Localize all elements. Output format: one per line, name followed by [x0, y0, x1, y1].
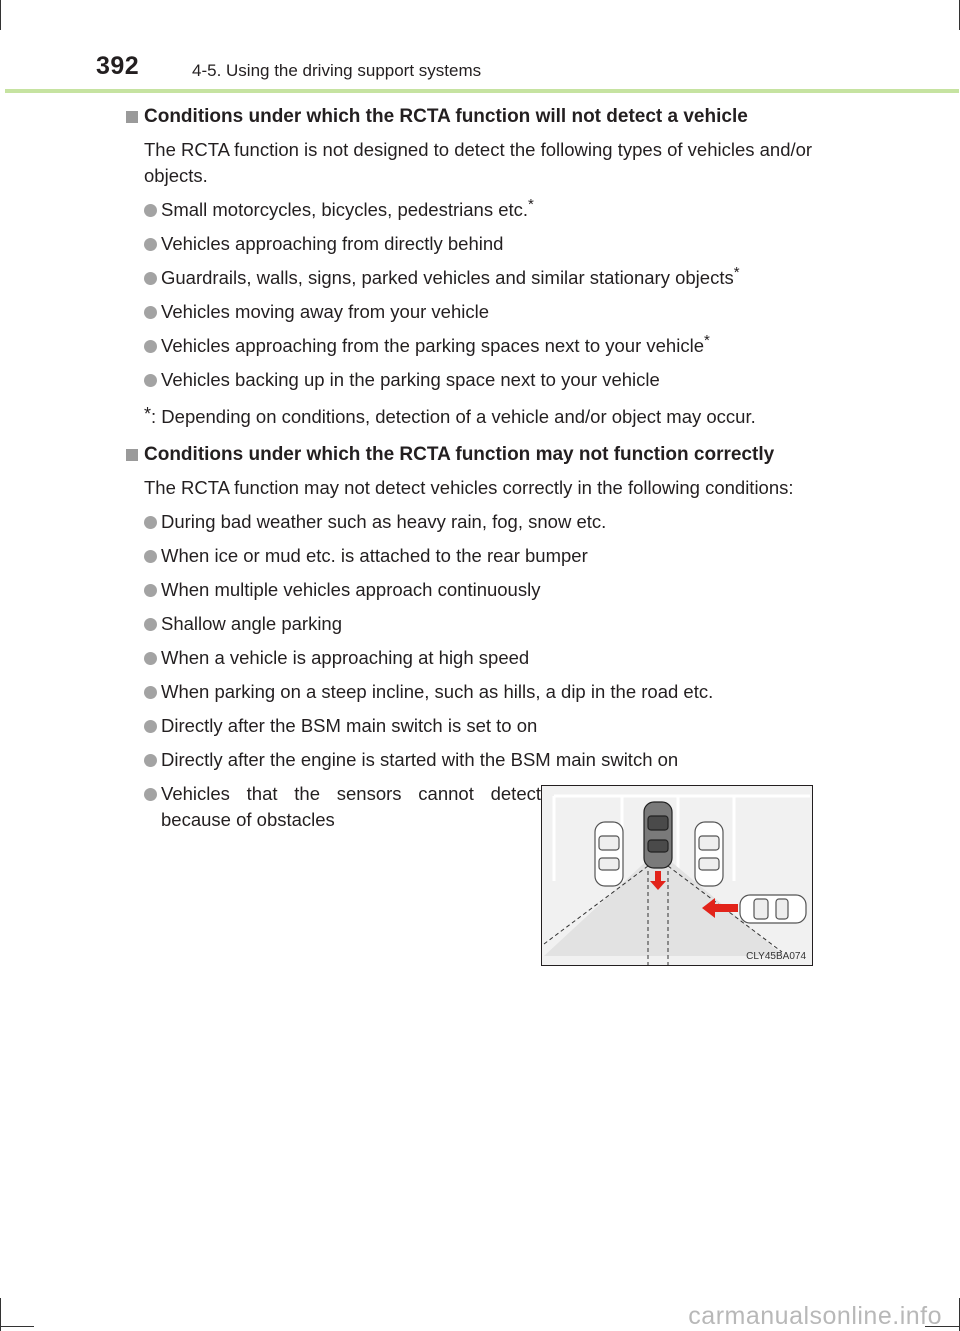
list-item-text: Directly after the engine is started with the BSM main switch on — [161, 749, 679, 770]
footnote-marker: * — [528, 195, 534, 213]
bullet-icon — [144, 652, 157, 665]
list-item — [124, 611, 844, 637]
bullet-icon — [144, 374, 157, 387]
own-car — [644, 802, 672, 868]
bullet-icon — [144, 272, 157, 285]
header-rule — [5, 89, 959, 93]
paragraph: The RCTA function is not designed to detect the following types of vehicles and/or objects. — [144, 139, 813, 186]
parked-car-right — [695, 822, 723, 886]
list-item — [124, 679, 844, 705]
list-item — [124, 781, 541, 833]
bullet-icon — [144, 618, 157, 631]
list-item-text: Guardrails, walls, signs, parked vehicles and similar stationary objects — [161, 267, 734, 288]
list-item-text: When parking on a steep incline, such as hills, a dip in the road etc. — [161, 681, 714, 702]
bullet-icon — [144, 788, 157, 801]
heading-square-icon — [126, 111, 138, 123]
list-item — [124, 231, 844, 257]
bullet-icon — [144, 686, 157, 699]
section-title: 4-5. Using the driving support systems — [192, 61, 482, 80]
list-item-text: Vehicles approaching from the parking spaces next to your vehicle — [161, 335, 704, 356]
page-number: 392 — [96, 52, 140, 80]
bullet-icon — [144, 754, 157, 767]
list-item — [124, 509, 844, 535]
bullet-icon — [144, 238, 157, 251]
figure-code: CLY45BA074 — [746, 951, 806, 962]
list-item — [124, 577, 844, 603]
parking-diagram — [542, 786, 812, 965]
section-heading — [124, 104, 844, 129]
approaching-car — [740, 895, 806, 923]
list-item — [124, 367, 844, 393]
list-item-text: When multiple vehicles approach continuously — [161, 579, 541, 600]
list-item — [124, 265, 844, 291]
list-item — [124, 299, 844, 325]
list-item-text: Vehicles backing up in the parking space next to your vehicle — [161, 369, 660, 390]
list-item-text: During bad weather such as heavy rain, fog, snow etc. — [161, 511, 607, 532]
section-heading — [124, 442, 844, 467]
list-item-text: When ice or mud etc. is attached to the rear bumper — [161, 545, 588, 566]
bullet-icon — [144, 550, 157, 563]
list-item-text: Shallow angle parking — [161, 613, 343, 634]
list-item-text: Vehicles approaching from directly behind — [161, 233, 504, 254]
heading-square-icon — [126, 449, 138, 461]
footnote-star: * — [144, 404, 152, 424]
list-item — [124, 747, 844, 773]
list-item — [124, 197, 844, 223]
list-item — [124, 645, 844, 671]
bullet-icon — [144, 204, 157, 217]
paragraph: The RCTA function may not detect vehicles correctly in the following conditions: — [144, 477, 794, 498]
bullet-icon — [144, 340, 157, 353]
footnote-marker: * — [703, 331, 710, 349]
list-item-text: Vehicles moving away from your vehicle — [161, 301, 490, 322]
bullet-icon — [144, 306, 157, 319]
watermark: carmanualsonline.info — [688, 1302, 942, 1330]
heading-text: Conditions under which the RCTA function may not function correctly — [144, 444, 775, 465]
list-item-text: When a vehicle is approaching at high speed — [161, 647, 530, 668]
footnote-marker: * — [733, 263, 740, 281]
heading-text: Conditions under which the RCTA function will not detect a vehicle — [144, 106, 748, 127]
footnote-text: : Depending on conditions, detection of a vehicle and/or object may occur. — [151, 406, 756, 427]
list-item — [124, 333, 844, 359]
footnote — [124, 401, 844, 430]
parking-space-lines — [554, 796, 810, 881]
list-item-text: Vehicles that the sensors cannot detect because of obstacles — [161, 783, 541, 830]
page-header — [0, 0, 960, 96]
bullet-icon — [144, 584, 157, 597]
list-item-text: Small motorcycles, bicycles, pedestrians etc. — [161, 199, 529, 220]
list-item-text: Directly after the BSM main switch is set to on — [161, 715, 538, 736]
parking-illustration — [541, 785, 813, 966]
bullet-icon — [144, 720, 157, 733]
page-content — [124, 104, 844, 833]
bullet-icon — [144, 516, 157, 529]
crop-mark — [0, 1326, 34, 1327]
parked-car-left — [595, 822, 623, 886]
list-item — [124, 713, 844, 739]
list-item — [124, 543, 844, 569]
